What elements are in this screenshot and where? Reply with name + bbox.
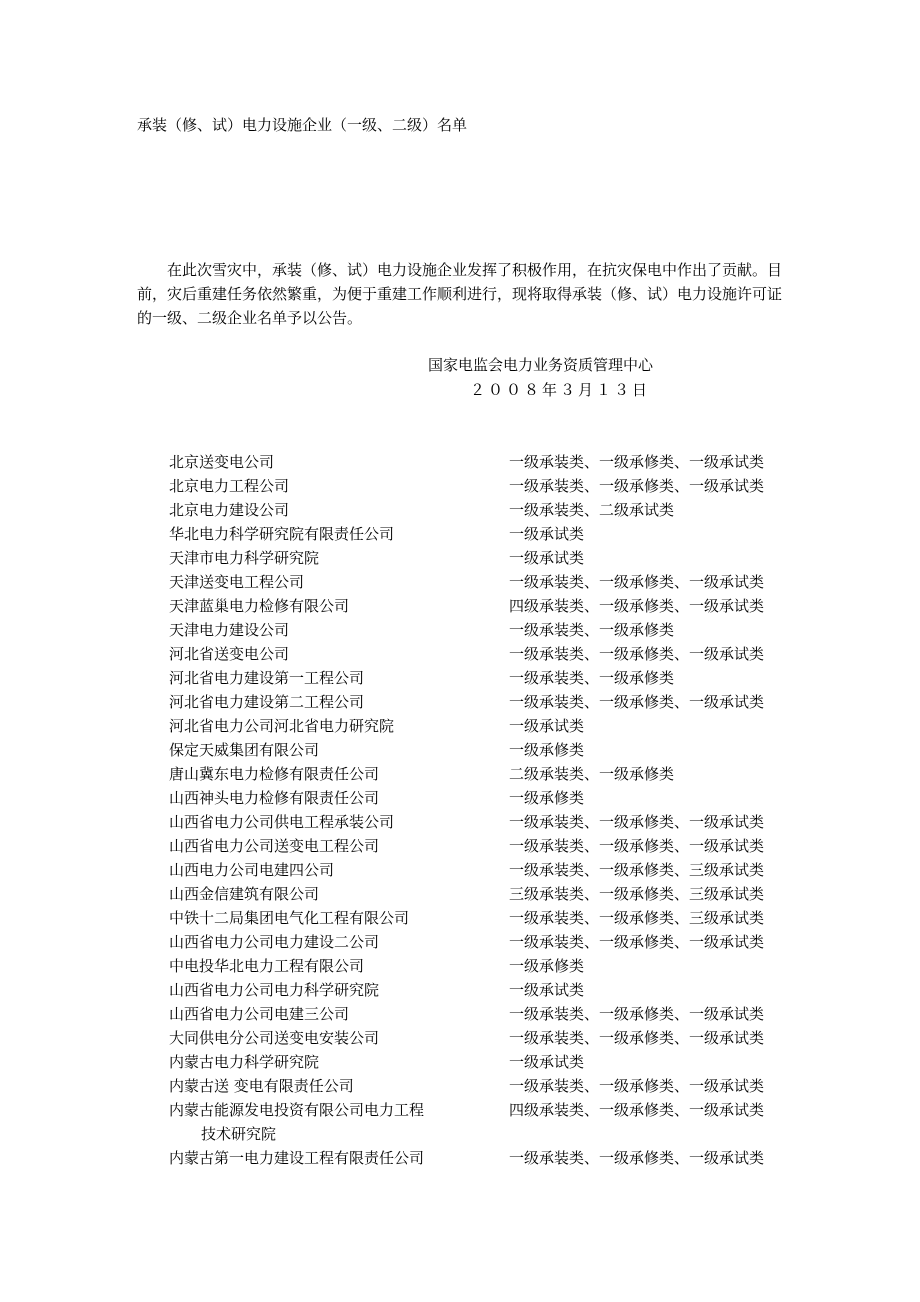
company-qualification: 一级承装类、一级承修类、一级承试类 — [509, 1149, 765, 1167]
company-name: 山西省电力公司供电工程承装公司 — [169, 813, 395, 831]
list-item — [169, 930, 799, 954]
company-qualification: 一级承试类 — [509, 981, 585, 999]
company-row — [169, 882, 799, 906]
company-name: 华北电力科学研究院有限责任公司 — [169, 525, 395, 543]
company-row — [169, 858, 799, 882]
list-item — [169, 858, 799, 882]
company-qualification: 一级承装类、一级承修类、一级承试类 — [509, 933, 765, 951]
company-qualification: 一级承修类 — [509, 789, 585, 807]
list-item — [169, 450, 799, 474]
company-qualification: 一级承装类、一级承修类、三级承试类 — [509, 909, 765, 927]
company-row — [169, 642, 799, 666]
company-name: 天津电力建设公司 — [169, 621, 290, 639]
company-name: 山西省电力公司送变电工程公司 — [169, 837, 380, 855]
company-row — [169, 498, 799, 522]
company-row — [169, 1098, 799, 1122]
company-qualification: 一级承装类、一级承修类、一级承试类 — [509, 477, 765, 495]
company-qualification: 一级承试类 — [509, 717, 585, 735]
company-qualification: 一级承试类 — [509, 1053, 585, 1071]
list-item — [169, 954, 799, 978]
list-item — [169, 810, 799, 834]
company-list — [169, 450, 799, 1170]
list-item — [169, 546, 799, 570]
company-qualification: 一级承试类 — [509, 525, 585, 543]
company-row — [169, 450, 799, 474]
company-row — [169, 570, 799, 594]
company-row — [169, 762, 799, 786]
company-qualification: 一级承装类、一级承修类 — [509, 621, 675, 639]
company-name: 河北省电力建设第二工程公司 — [169, 693, 365, 711]
company-row — [169, 714, 799, 738]
list-item — [169, 498, 799, 522]
company-name: 北京送变电公司 — [169, 453, 275, 471]
company-name: 唐山冀东电力检修有限责任公司 — [169, 765, 380, 783]
company-name: 山西省电力公司电力建设二公司 — [169, 933, 380, 951]
list-item — [169, 618, 799, 642]
company-qualification: 一级承装类、二级承试类 — [509, 501, 675, 519]
company-name-continuation: 技术研究院 — [201, 1125, 277, 1143]
list-item — [169, 978, 799, 1002]
company-name: 天津送变电工程公司 — [169, 573, 305, 591]
list-item — [169, 642, 799, 666]
company-qualification: 一级承装类、一级承修类、一级承试类 — [509, 1005, 765, 1023]
company-name: 内蒙古电力科学研究院 — [169, 1053, 320, 1071]
company-qualification: 一级承装类、一级承修类、一级承试类 — [509, 1077, 765, 1095]
company-name: 山西神头电力检修有限责任公司 — [169, 789, 380, 807]
company-qualification: 一级承装类、一级承修类、三级承试类 — [509, 861, 765, 879]
company-name: 中电投华北电力工程有限公司 — [169, 957, 365, 975]
company-qualification: 一级承装类、一级承修类、一级承试类 — [509, 645, 765, 663]
issuer-signature: 国家电监会电力业务资质管理中心 — [428, 356, 654, 374]
list-item — [169, 474, 799, 498]
company-name: 内蒙古第一电力建设工程有限责任公司 — [169, 1149, 425, 1167]
company-name: 山西省电力公司电力科学研究院 — [169, 981, 380, 999]
company-row — [169, 594, 799, 618]
company-qualification: 三级承装类、一级承修类、三级承试类 — [509, 885, 765, 903]
document-title: 承装（修、试）电力设施企业（一级、二级）名单 — [137, 116, 468, 134]
company-name: 河北省电力公司河北省电力研究院 — [169, 717, 395, 735]
list-item — [169, 1098, 799, 1146]
company-row — [169, 690, 799, 714]
company-name: 内蒙古能源发电投资有限公司电力工程 — [169, 1101, 425, 1119]
company-qualification: 一级承装类、一级承修类、一级承试类 — [509, 573, 765, 591]
company-qualification: 四级承装类、一级承修类、一级承试类 — [509, 1101, 765, 1119]
company-row — [169, 522, 799, 546]
company-qualification: 一级承装类、一级承修类 — [509, 669, 675, 687]
company-qualification: 一级承装类、一级承修类、一级承试类 — [509, 1029, 765, 1047]
list-item — [169, 762, 799, 786]
company-name: 保定天威集团有限公司 — [169, 741, 320, 759]
list-item — [169, 714, 799, 738]
company-row — [169, 1050, 799, 1074]
company-row — [169, 666, 799, 690]
company-row — [169, 618, 799, 642]
company-qualification: 一级承装类、一级承修类、一级承试类 — [509, 813, 765, 831]
list-item — [169, 690, 799, 714]
company-row — [169, 930, 799, 954]
company-qualification: 二级承装类、一级承修类 — [509, 765, 675, 783]
company-row — [169, 1074, 799, 1098]
company-name: 河北省电力建设第一工程公司 — [169, 669, 365, 687]
list-item — [169, 594, 799, 618]
company-name: 中铁十二局集团电气化工程有限公司 — [169, 909, 410, 927]
list-item — [169, 906, 799, 930]
company-name: 北京电力建设公司 — [169, 501, 290, 519]
company-qualification: 一级承修类 — [509, 741, 585, 759]
list-item — [169, 666, 799, 690]
company-row — [169, 1026, 799, 1050]
company-name: 天津蓝巢电力检修有限公司 — [169, 597, 350, 615]
list-item — [169, 1026, 799, 1050]
list-item — [169, 738, 799, 762]
company-name: 北京电力工程公司 — [169, 477, 290, 495]
company-row — [169, 1002, 799, 1026]
company-name: 河北省送变电公司 — [169, 645, 290, 663]
company-name: 天津市电力科学研究院 — [169, 549, 320, 567]
company-qualification: 一级承装类、一级承修类、一级承试类 — [509, 837, 765, 855]
company-qualification: 一级承装类、一级承修类、一级承试类 — [509, 453, 765, 471]
list-item — [169, 786, 799, 810]
list-item — [169, 882, 799, 906]
company-name: 山西金信建筑有限公司 — [169, 885, 320, 903]
list-item — [169, 1074, 799, 1098]
list-item — [169, 834, 799, 858]
company-name: 山西电力公司电建四公司 — [169, 861, 335, 879]
company-row — [169, 738, 799, 762]
company-row — [169, 810, 799, 834]
list-item — [169, 570, 799, 594]
company-row — [169, 978, 799, 1002]
list-item — [169, 1146, 799, 1170]
company-row — [169, 474, 799, 498]
company-name: 大同供电分公司送变电安装公司 — [169, 1029, 380, 1047]
company-row — [169, 1146, 799, 1170]
list-item — [169, 1002, 799, 1026]
list-item — [169, 1050, 799, 1074]
list-item — [169, 522, 799, 546]
intro-paragraph: 在此次雪灾中，承装（修、试）电力设施企业发挥了积极作用，在抗灾保电中作出了贡献。目前，灾后重建任务依然繁重，为便于重建工作顺利进行，现将取得承装（修、试）电力设施许可证的一级、二级企业名单予以公告。 — [137, 261, 783, 327]
company-qualification: 四级承装类、一级承修类、一级承试类 — [509, 597, 765, 615]
company-name: 内蒙古送 变电有限责任公司 — [169, 1077, 354, 1095]
company-qualification: 一级承装类、一级承修类、一级承试类 — [509, 693, 765, 711]
company-qualification: 一级承试类 — [509, 549, 585, 567]
company-row — [169, 546, 799, 570]
issue-date: ２００８年３月１３日 — [470, 381, 651, 399]
company-row — [169, 906, 799, 930]
company-name: 山西省电力公司电建三公司 — [169, 1005, 350, 1023]
company-row — [169, 786, 799, 810]
company-row — [169, 954, 799, 978]
company-qualification: 一级承修类 — [509, 957, 585, 975]
company-row — [169, 834, 799, 858]
